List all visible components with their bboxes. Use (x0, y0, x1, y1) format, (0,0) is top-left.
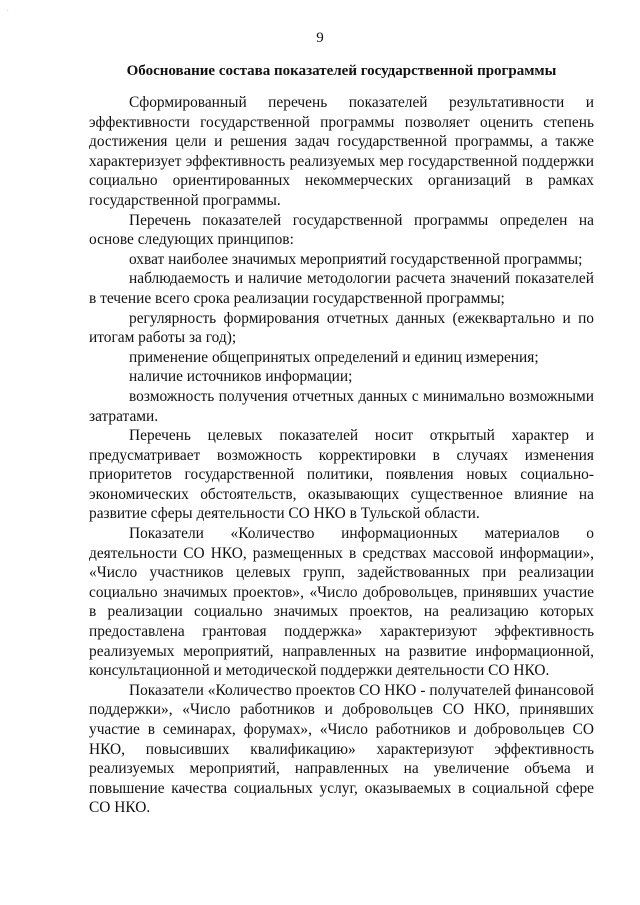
list-item: охват наиболее значимых мероприятий государственной программы; (129, 250, 583, 268)
list-item: наличие источников информации; (129, 368, 353, 386)
scan-corner-mark: · (6, 6, 10, 17)
paragraph: Показатели «Количество проектов СО НКО - получателей финансовой поддержки», «Число работников и добровольцев СО НКО, принявших участие в семинарах, форумах», «Число работников и добровольцев СО НКО, повысивших квалификацию» характеризуют эффективность реализуемых мероприятий, направленных на увеличение объема и повышение качества социальных услуг, оказываемых в социальной сфере СО НКО. (89, 681, 594, 817)
list-item: возможность получения отчетных данных с минимально возможными затратами. (89, 387, 594, 425)
list-item: регулярность формирования отчетных данных (ежеквартально и по итогам работы за год); (89, 309, 594, 347)
paragraph: Перечень показателей государственной программы определен на основе следующих принципов: (89, 211, 594, 249)
page-number: 9 (316, 30, 324, 46)
list-item: применение общепринятых определений и единиц измерения; (129, 348, 539, 366)
paragraph: Показатели «Количество информационных материалов о деятельности СО НКО, размещенных в средствах массовой информации», «Число участников целевых групп, задействованных при реализации социально значимых проектов», «Число добровольцев, принявших участие в реализации социально значимых проектов, на реализацию которых предоставлена грантовая поддержка» характеризуют эффективность реализуемых мероприятий, направленных на развитие информационной, консультационной и методической поддержки деятельности СО НКО. (89, 525, 594, 680)
list-item: наблюдаемость и наличие методологии расчета значений показателей в течение всего срока реализации государственной программы; (89, 270, 594, 307)
section-title: Обоснование состава показателей государственной программы (126, 63, 557, 79)
paragraph: Перечень целевых показателей носит открытый характер и предусматривает возможность корректировки в случаях изменения приоритетов государственной политики, появления новых социально-экономических обстоятельств, оказывающих существенное влияние на развитие сферы деятельности СО НКО в Тульской области. (89, 427, 594, 523)
paragraph: Сформированный перечень показателей результативности и эффективности государственной программы позволяет оценить степень достижения цели и решения задач государственной программы, а также характеризует эффективность реализуемых мер государственной поддержки социально ориентированных некоммерческих организаций в рамках государственной программы. (89, 94, 594, 209)
document-body (89, 93, 594, 818)
